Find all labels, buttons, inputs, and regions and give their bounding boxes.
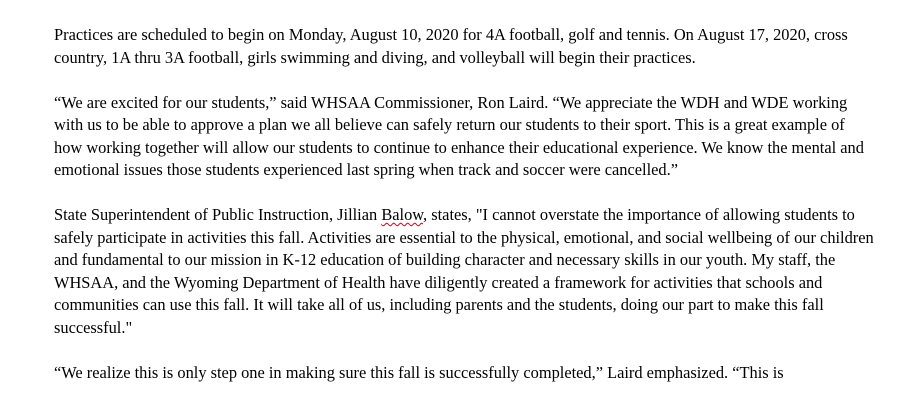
paragraph-superintendent-quote — [54, 204, 874, 339]
spellcheck-flagged-word[interactable]: Balow — [381, 205, 424, 224]
document-body — [54, 24, 874, 407]
paragraph-practice-schedule: Practices are scheduled to begin on Monday, August 10, 2020 for 4A football, golf and tennis. On August 17, 2020, cross country, 1A thru 3A football, girls swimming and diving, and volleyball will begin their practices. — [54, 25, 848, 67]
paragraph-text-segment: , states, "I cannot overstate the importance of allowing students to safely participate in activities this fall. Activities are essential to the physical, emotional, and social wellbeing of our children and fundamental to our mission in K-12 education of building character and necessary skills in our youth. My staff, the WHSAA, and the Wyoming Department of Health have diligently created a framework for activities that schools and communities can use this fall. It will take all of us, including parents and the students, doing our part to make this fall successful." — [54, 205, 874, 337]
paragraph-laird-emphasis: “We realize this is only step one in making sure this fall is successfully completed,” Laird emphasized. “This is — [54, 362, 784, 382]
paragraph-commissioner-quote: “We are excited for our students,” said WHSAA Commissioner, Ron Laird. “We appreciate the WDH and WDE working with us to be able to approve a plan we all believe can safely return our students to their sport. This is a great example of how working together will allow our students to continue to enhance their educational experience. We know the mental and emotional issues those students experienced last spring when track and soccer were cancelled.” — [54, 92, 864, 179]
paragraph-text-segment: State Superintendent of Public Instruction, Jillian — [54, 205, 382, 224]
